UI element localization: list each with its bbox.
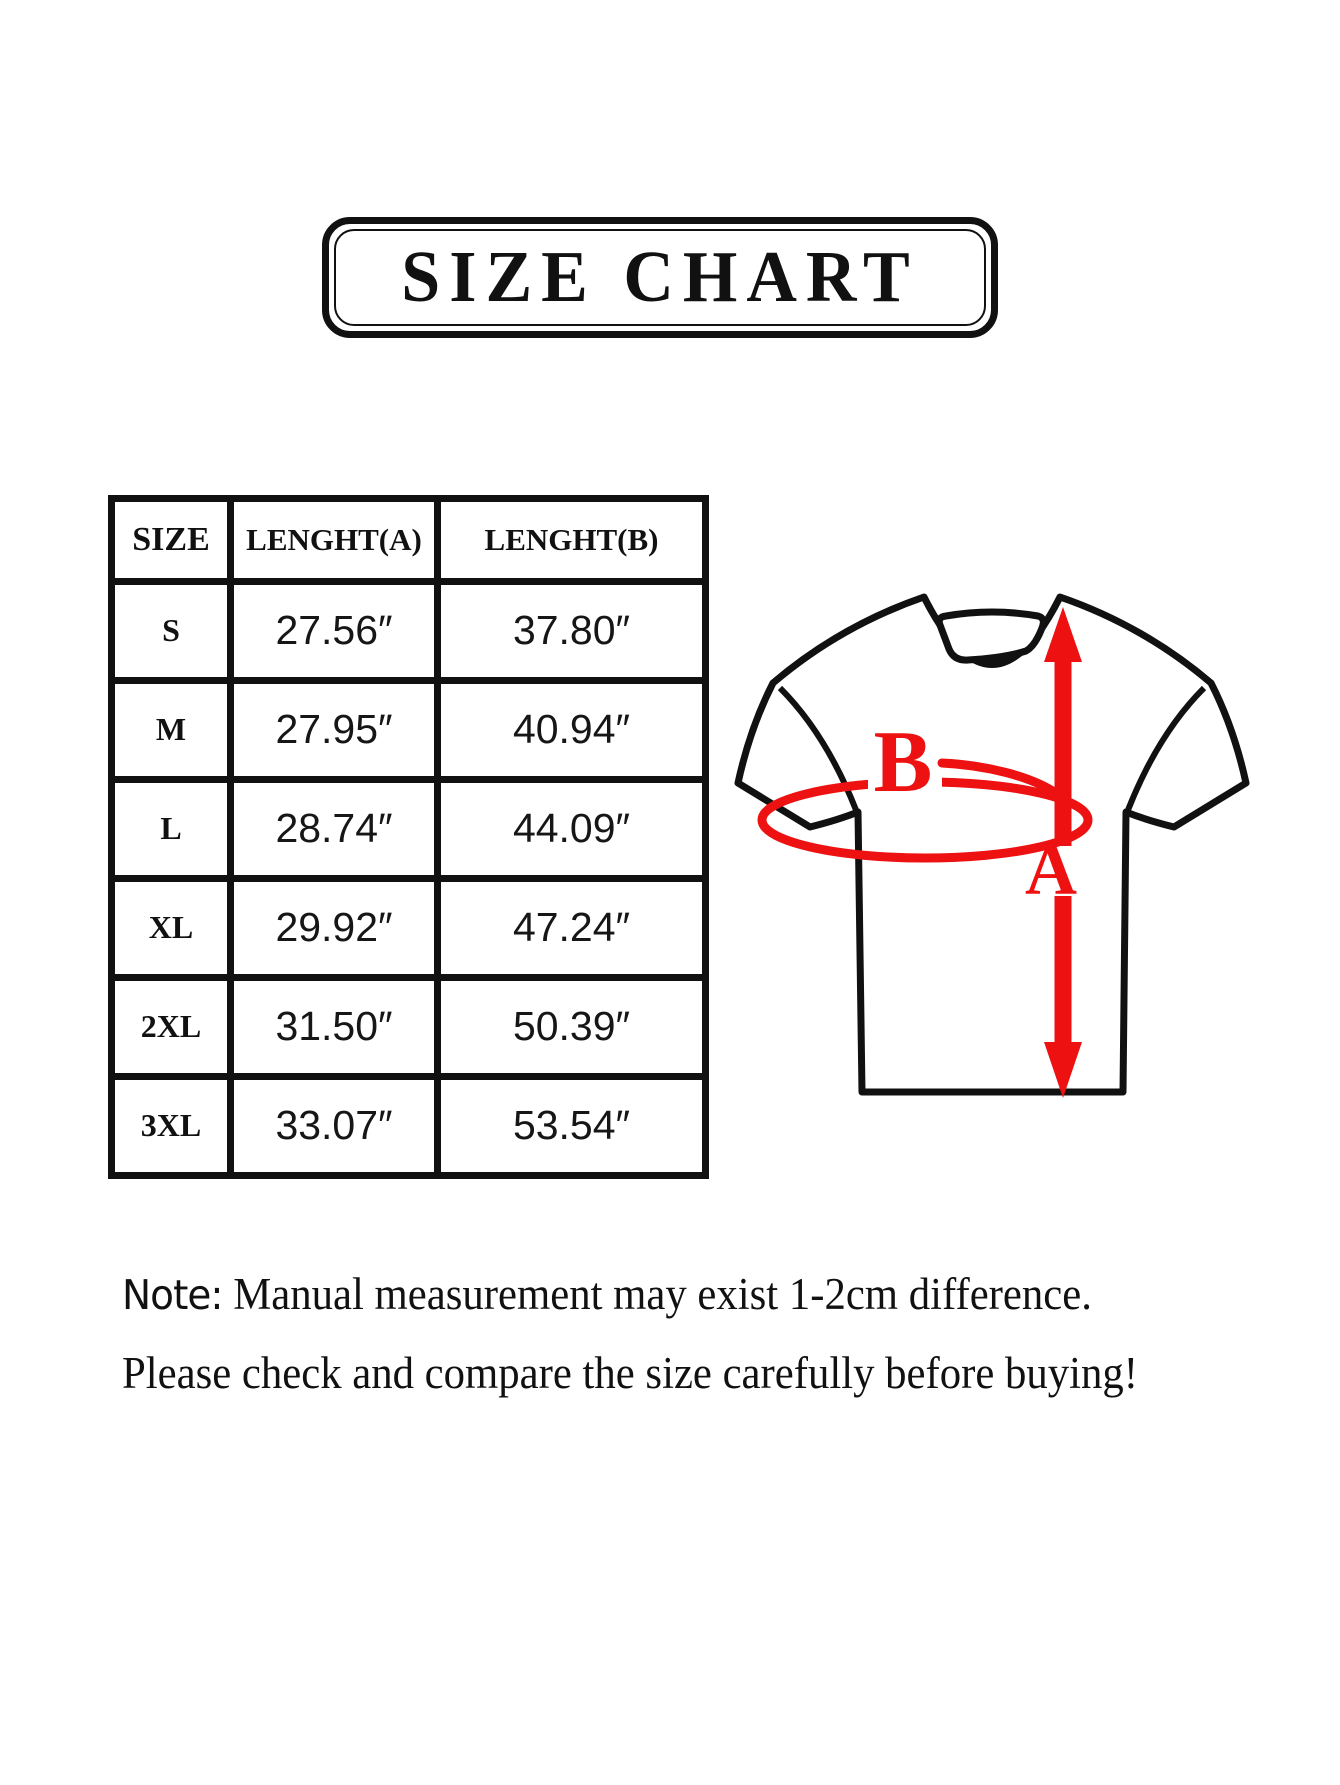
column-header-size: SIZE <box>132 520 210 558</box>
arrow-shaft-top <box>1055 658 1072 846</box>
table-row <box>112 1076 706 1175</box>
note-prefix: Note: <box>122 1271 223 1319</box>
length-a-cell: 31.50″ <box>275 1003 393 1050</box>
table-row <box>112 680 706 779</box>
note-line-2: Please check and compare the size carefully before buying! <box>122 1348 1139 1398</box>
title-plate <box>322 217 998 338</box>
label-b: B <box>873 714 933 811</box>
collar-opening <box>939 612 1043 660</box>
size-cell: XL <box>148 909 194 946</box>
length-b-cell: 40.94″ <box>512 706 631 753</box>
label-a: A <box>1025 830 1077 910</box>
note-line-1 <box>122 1255 1186 1334</box>
length-b-cell: 53.54″ <box>512 1102 631 1149</box>
table-header-row <box>112 499 706 582</box>
size-cell: M <box>155 711 187 748</box>
length-b-cell: 50.39″ <box>512 1003 631 1050</box>
table-row <box>112 977 706 1076</box>
length-a-cell: 33.07″ <box>275 1102 393 1149</box>
size-cell: 3XL <box>140 1107 202 1144</box>
note-block <box>122 1255 1186 1412</box>
title-plate-inner-border <box>334 229 986 326</box>
table-row <box>112 878 706 977</box>
length-a-cell: 28.74″ <box>275 805 393 852</box>
size-cell: S <box>162 612 180 649</box>
tshirt-measurement-diagram <box>660 520 1320 1120</box>
table-row <box>112 779 706 878</box>
column-header-length-a: LENGHT(A) <box>246 521 422 557</box>
length-b-cell: 47.24″ <box>512 904 631 951</box>
page-title: SIZE CHART <box>401 236 919 318</box>
column-header-length-b: LENGHT(B) <box>484 521 659 557</box>
arrow-shaft-bottom <box>1055 896 1072 1046</box>
length-b-cell: 37.80″ <box>512 607 631 654</box>
length-a-cell: 27.95″ <box>275 706 393 753</box>
size-cell: 2XL <box>140 1008 202 1045</box>
note-text-1: Manual measurement may exist 1-2cm difference. <box>222 1269 1092 1319</box>
size-cell: L <box>160 810 182 847</box>
length-a-cell: 27.56″ <box>275 607 393 654</box>
length-b-cell: 44.09″ <box>512 805 631 852</box>
table-row <box>112 581 706 680</box>
length-a-cell: 29.92″ <box>275 904 393 951</box>
size-chart-table <box>108 495 709 1179</box>
